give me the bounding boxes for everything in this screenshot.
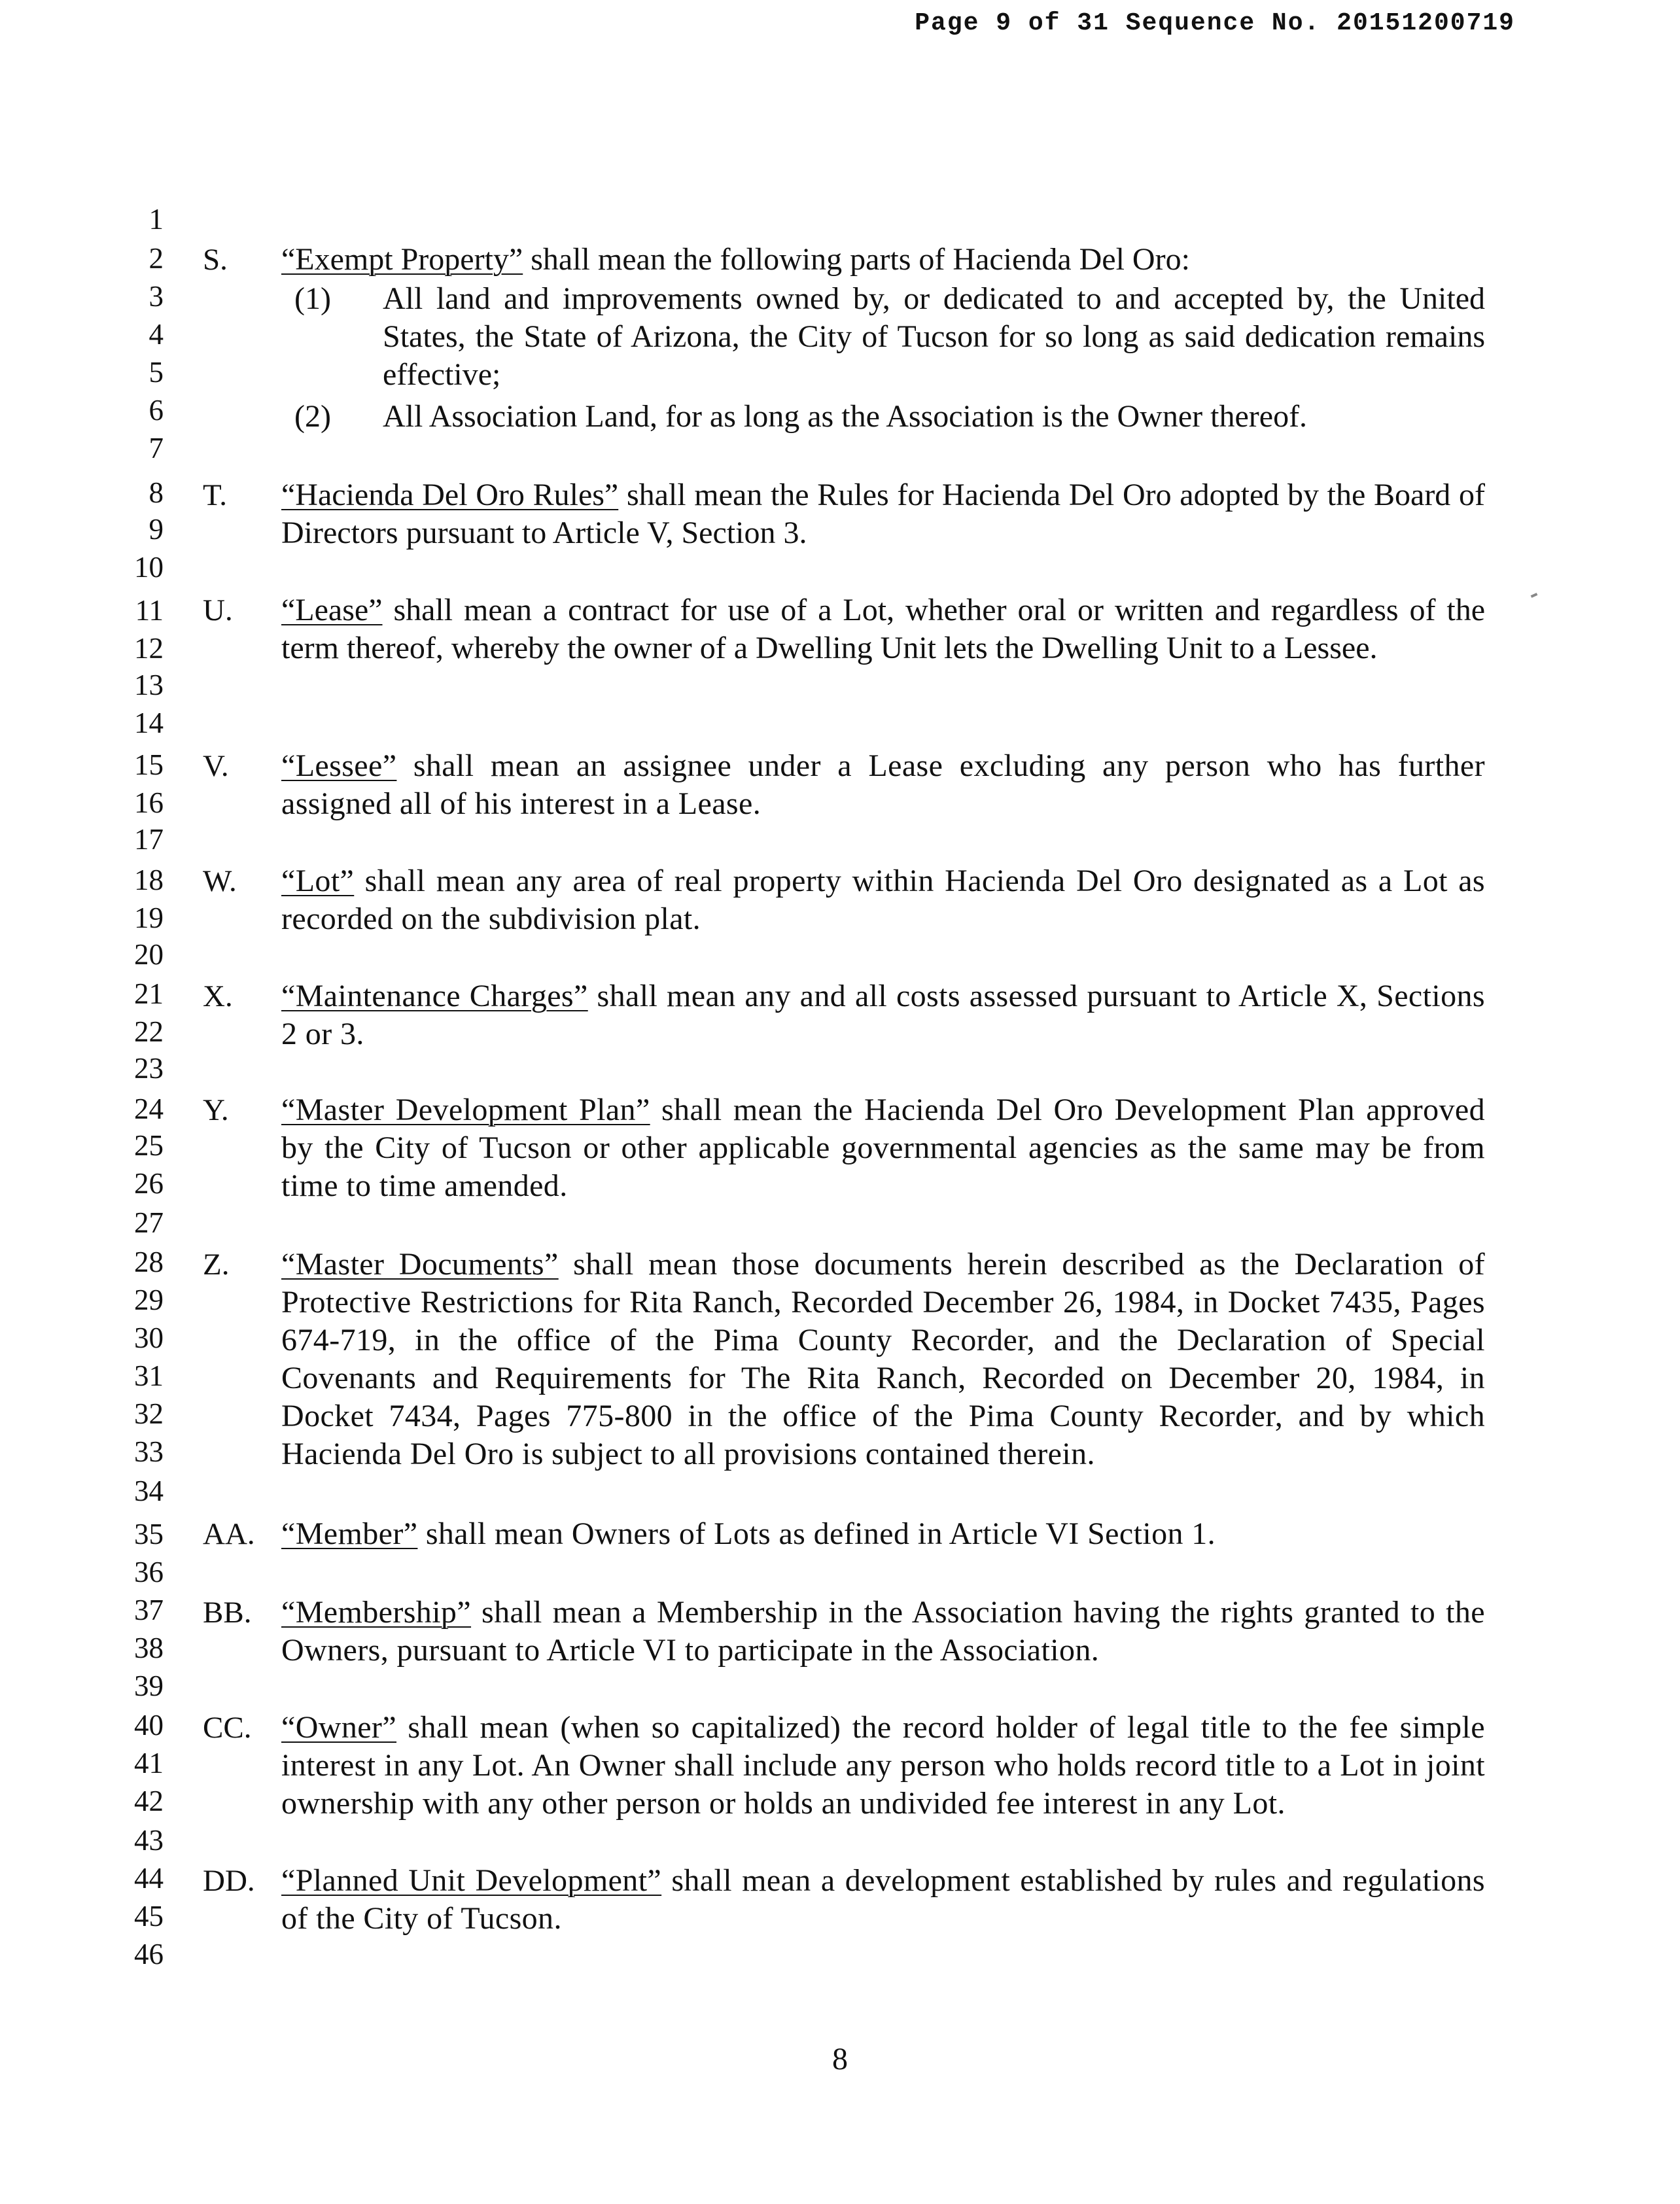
definition-letter: CC. (203, 1711, 252, 1745)
line-number: 34 (134, 1475, 164, 1507)
line-number: 4 (149, 318, 164, 351)
definition-hacienda-del-oro-rules (281, 476, 1485, 552)
definition-letter: U. (203, 593, 233, 627)
line-number: 2 (149, 242, 164, 275)
definition-text: shall mean the Hacienda Del Oro Development Plan approved by the City of Tucson or other applicable governmental agencies as the same may be from time to time amended. (281, 1093, 1485, 1203)
line-number: 25 (134, 1129, 164, 1162)
definition-letter: BB. (203, 1596, 252, 1630)
line-number: 23 (134, 1052, 164, 1085)
line-number: 10 (134, 551, 164, 584)
sub-item-text: All Association Land, for as long as the Association is the Owner thereof. (383, 399, 1308, 434)
line-number: 31 (134, 1359, 164, 1392)
line-number: 6 (149, 394, 164, 427)
line-number: 17 (134, 823, 164, 856)
line-number: 11 (135, 594, 164, 627)
defined-term: “Planned Unit Development” (281, 1863, 662, 1898)
line-number: 43 (134, 1824, 164, 1857)
line-number: 37 (134, 1594, 164, 1626)
line-number: 42 (134, 1785, 164, 1817)
page-number: 8 (832, 2042, 848, 2076)
line-number: 18 (134, 864, 164, 896)
definition-master-development-plan (281, 1091, 1485, 1205)
definition-text: shall mean the Rules for Hacienda Del Oro adopted by the Board of Directors pursuant to Article V, Section 3. (281, 478, 1485, 550)
definition-text: shall mean (when so capitalized) the record holder of legal title to the fee simple interest in any Lot. An Owner shall include any person who holds record title to a Lot in joint ownership with any other person or holds an undivided fee interest in any Lot. (281, 1710, 1485, 1821)
definition-member (281, 1515, 1485, 1553)
defined-term: “Lot” (281, 864, 355, 898)
line-number: 27 (134, 1206, 164, 1239)
line-number: 8 (149, 476, 164, 509)
definition-text: shall mean those documents herein described as the Declaration of Protective Restrictions for Rita Ranch, Recorded December 26, 1984, in Docket 7435, Pages 674-719, in the office of the Pima County Recorder, and the Declaration of Special Covenants and Requirements for The Rita Ranch, Recorded on December 20, 1984, in Docket 7434, Pages 775-800 in the office of the Pima County Recorder, and by which Hacienda Del Oro is subject to all provisions contained therein. (281, 1247, 1485, 1471)
definition-master-documents (281, 1246, 1485, 1473)
line-number: 12 (134, 632, 164, 665)
line-number: 24 (134, 1093, 164, 1125)
definition-planned-unit-development (281, 1862, 1485, 1938)
sub-item-text: All land and improvements owned by, or dedicated to and accepted by, the United States, the State of Arizona, the City of Tucson for so long as said dedication remains effective; (383, 281, 1485, 392)
line-number: 15 (134, 748, 164, 781)
line-number: 28 (134, 1246, 164, 1278)
defined-term: “Lessee” (281, 748, 397, 783)
line-number: 39 (134, 1670, 164, 1702)
definition-letter: DD. (203, 1864, 255, 1898)
definition-letter: S. (203, 243, 228, 277)
defined-term: “Master Development Plan” (281, 1093, 650, 1127)
defined-term: “Lease” (281, 593, 383, 627)
defined-term: “Hacienda Del Oro Rules” (281, 478, 619, 512)
definition-text: shall mean a Membership in the Association having the rights granted to the Owners, pursuant to Article VI to participate in the Association. (281, 1595, 1485, 1668)
definition-lessee (281, 747, 1485, 823)
line-number: 21 (134, 977, 164, 1010)
line-number: 3 (149, 280, 164, 313)
line-number: 5 (149, 356, 164, 389)
definition-text: shall mean an assignee under a Lease excluding any person who has further assigned all of his interest in a Lease. (281, 748, 1485, 821)
defined-term: “Exempt Property” (281, 242, 523, 277)
line-number: 33 (134, 1435, 164, 1468)
line-number: 29 (134, 1284, 164, 1316)
line-number: 14 (134, 707, 164, 739)
definition-text: shall mean a contract for use of a Lot, whether oral or written and regardless of the term thereof, whereby the owner of a Dwelling Unit lets the Dwelling Unit to a Lessee. (281, 593, 1485, 665)
definition-letter: Z. (203, 1248, 230, 1282)
definition-membership (281, 1594, 1485, 1670)
definition-lot (281, 862, 1485, 938)
line-number: 1 (149, 203, 164, 236)
sub-item-number: (1) (294, 281, 331, 316)
line-number: 22 (134, 1015, 164, 1048)
definition-letter: T. (203, 478, 227, 512)
scan-mark (1531, 593, 1538, 598)
definition-text: shall mean any area of real property within Hacienda Del Oro designated as a Lot as recorded on the subdivision plat. (281, 864, 1485, 936)
definition-maintenance-charges (281, 977, 1485, 1053)
line-number: 32 (134, 1397, 164, 1430)
line-number: 46 (134, 1938, 164, 1970)
line-number: 44 (134, 1862, 164, 1895)
definition-text: shall mean Owners of Lots as defined in Article VI Section 1. (417, 1516, 1216, 1551)
definition-letter: AA. (203, 1517, 255, 1551)
sub-item-number: (2) (294, 399, 331, 434)
definition-owner (281, 1709, 1485, 1823)
line-number: 9 (149, 513, 164, 546)
defined-term: “Maintenance Charges” (281, 979, 588, 1013)
line-number: 38 (134, 1632, 164, 1664)
line-number: 35 (134, 1518, 164, 1550)
line-number: 40 (134, 1709, 164, 1741)
defined-term: “Member” (281, 1516, 418, 1551)
definition-exempt-property (281, 241, 1485, 279)
definition-text: shall mean the following parts of Hacienda Del Oro: (523, 242, 1190, 277)
defined-term: “Owner” (281, 1710, 397, 1745)
line-number: 7 (149, 432, 164, 464)
defined-term: “Membership” (281, 1595, 472, 1630)
definition-letter: Y. (203, 1093, 229, 1127)
defined-term: “Master Documents” (281, 1247, 559, 1282)
line-number: 16 (134, 786, 164, 819)
definition-text: shall mean any and all costs assessed pursuant to Article X, Sections 2 or 3. (281, 979, 1485, 1051)
line-number: 36 (134, 1556, 164, 1588)
line-number: 13 (134, 669, 164, 701)
definition-lease (281, 591, 1485, 667)
line-number: 30 (134, 1321, 164, 1354)
line-number: 19 (134, 901, 164, 934)
definition-letter: X. (203, 979, 233, 1013)
definition-letter: V. (203, 749, 229, 783)
definition-text: shall mean a development established by rules and regulations of the City of Tucson. (281, 1863, 1485, 1936)
line-number: 45 (134, 1900, 164, 1933)
line-number: 20 (134, 938, 164, 971)
definition-letter: W. (203, 864, 237, 898)
line-number: 26 (134, 1167, 164, 1200)
line-number: 41 (134, 1747, 164, 1779)
page-sequence-header: Page 9 of 31 Sequence No. 20151200719 (915, 9, 1515, 37)
